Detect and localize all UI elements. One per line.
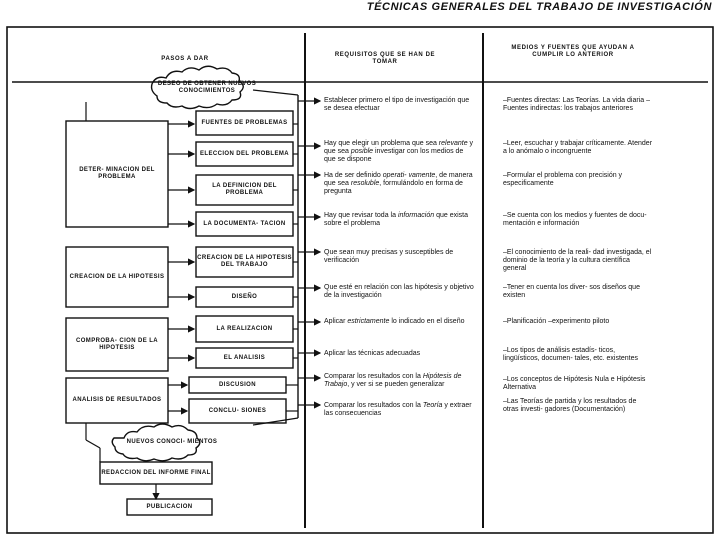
requisito-fuentes: Establecer primero el tipo de investigación que se desea efectuar xyxy=(324,97,470,112)
step-definicion: LA DEFINICION DEL PROBLEMA xyxy=(212,183,277,196)
requisito-documentacion: Hay que revisar toda la información que exista sobre el problema xyxy=(324,212,468,227)
requisito-conclusiones: Comparar los resultados con la Teoría y extraer las consecuencias xyxy=(324,402,472,417)
requisito-realizacion: Aplicar estrictamente lo indicado en el diseño xyxy=(324,318,465,325)
medio-realizacion: –Planificación –experimento piloto xyxy=(503,318,610,325)
step-documentacion: LA DOCUMENTA- TACION xyxy=(203,220,286,227)
requisito-eleccion: Hay que elegir un problema que sea relevante y que sea posible investigar con los medios de que se dispone xyxy=(324,140,474,163)
step-creacion-hipotesis: CREACION DE LA HIPOTESIS DEL TRABAJO xyxy=(197,255,292,268)
header-medios: MEDIOS Y FUENTES QUE AYUDAN A CUMPLIR LO ANTERIOR xyxy=(511,45,635,58)
medio-diseno: –Tener en cuenta los diver- sos diseños que existen xyxy=(503,284,640,299)
step-eleccion: ELECCION DEL PROBLEMA xyxy=(200,150,289,157)
requisito-creacion: Que sean muy precisas y susceptibles de verificación xyxy=(324,249,454,264)
medio-fuentes: –Fuentes directas: Las Teorías. La vida diaria –Fuentes indirectas: los trabajos anteriores xyxy=(503,97,650,112)
step-conclusiones: CONCLU- SIONES xyxy=(208,407,267,414)
phase-comprobacion: COMPROBA- CION DE LA HIPOTESIS xyxy=(76,337,158,351)
header-requisitos: REQUISITOS QUE SE HAN DE TOMAR xyxy=(334,52,436,65)
medio-analisis: –Los tipos de análisis estadís- ticos, lingüísticos, documen- tales, etc. existentes xyxy=(503,347,639,362)
medio-discusion: –Los conceptos de Hipótesis Nula e Hipótesis Alternativa xyxy=(503,376,646,391)
requisito-discusion: Comparar los resultados con la Hipótesis de Trabajo, y ver si se pueden generalizar xyxy=(324,373,462,388)
page-title: TÉCNICAS GENERALES DEL TRABAJO DE INVESTIGACIÓN xyxy=(366,1,712,13)
step-diseno: DISEÑO xyxy=(231,293,258,300)
medio-creacion: –El conocimiento de la reali- dad investigada, el dominio de la teoría y la cultura científica general xyxy=(503,249,652,272)
requisito-definicion: Ha de ser definido operati- vamente, de manera que sea resoluble, formulándolo en forma de pregunta xyxy=(324,172,473,195)
requisito-diseno: Que esté en relación con las hipótesis y objetivo de la investigación xyxy=(324,284,474,299)
phase-determinacion: DETER- MINACION DEL PROBLEMA xyxy=(79,167,155,180)
medio-conclusiones: –Las Teorías de partida y los resultados de otras investi- gadores (Documentación) xyxy=(503,398,637,413)
phase-analisis-resultados: ANALISIS DE RESULTADOS xyxy=(72,397,162,403)
cloud-nuevos-conocimientos: NUEVOS CONOCI- MIENTOS xyxy=(126,439,218,445)
header-pasos: PASOS A DAR xyxy=(161,56,209,62)
medio-definicion: –Formular el problema con precisión y especificamente xyxy=(503,172,623,187)
step-analisis: EL ANALISIS xyxy=(223,354,266,361)
step-redaccion: REDACCION DEL INFORME FINAL xyxy=(101,469,211,476)
medio-eleccion: –Leer, escuchar y trabajar críticamente. Atender a lo anómalo o incongruente xyxy=(503,140,653,155)
medio-documentacion: –Se cuenta con los medios y fuentes de docu- mentación e información xyxy=(503,212,647,227)
step-fuentes: FUENTES DE PROBLEMAS xyxy=(201,119,288,126)
step-publicacion: PUBLICACION xyxy=(146,503,193,510)
requisito-analisis: Aplicar las técnicas adecuadas xyxy=(324,350,421,357)
step-realizacion: LA REALIZACION xyxy=(216,325,273,332)
phase-creacion-hipotesis: CREACION DE LA HIPOTESIS xyxy=(69,273,165,280)
step-discusion: DISCUSION xyxy=(219,381,256,388)
cloud-deseo: DESEO DE OBTENER NUEVOS CONOCIMIENTOS xyxy=(157,80,257,94)
